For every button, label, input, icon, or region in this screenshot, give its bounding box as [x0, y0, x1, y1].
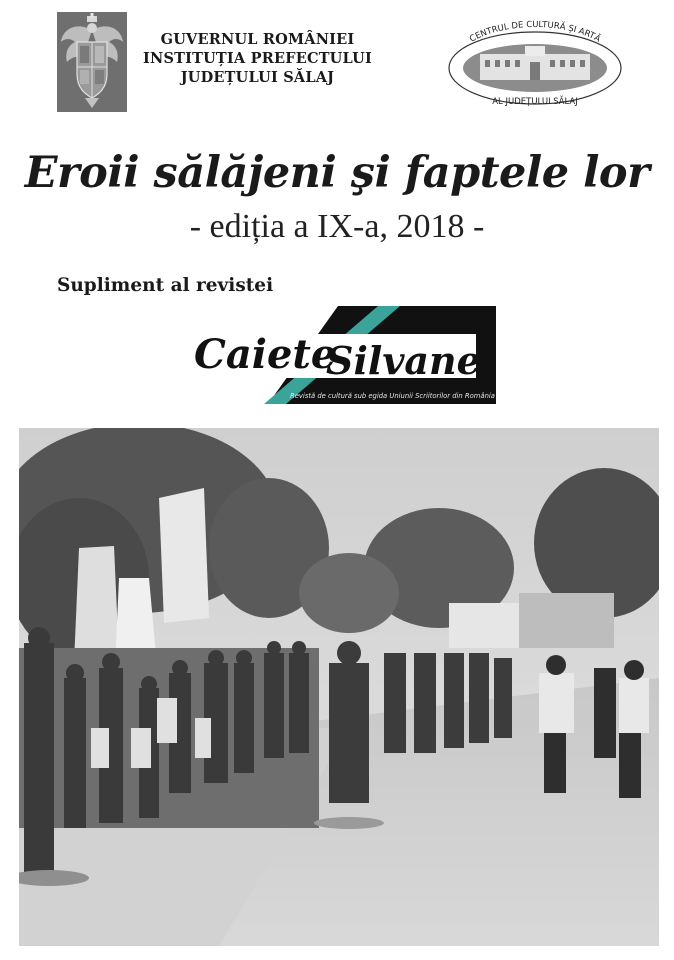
culture-centre-logo	[445, 18, 625, 108]
magazine-name-part2: Silvane	[326, 338, 481, 383]
ceremony-photo	[19, 428, 659, 946]
centre-top-text: CENTRUL DE CULTURĂ ȘI ARTĂ	[468, 19, 602, 45]
page-title: Eroii sălăjeni şi faptele lor	[24, 148, 650, 198]
magazine-subtitle: Revistă de cultură sub egida Uniunii Scriitorilor din România	[290, 392, 495, 400]
coat-of-arms-icon	[57, 12, 127, 112]
government-header	[135, 30, 380, 87]
magazine-name-part1: Caiete	[194, 331, 337, 378]
supplement-label: Supliment al revistei	[57, 275, 274, 296]
centre-bottom-text: AL JUDEȚULUI SĂLAJ	[492, 97, 578, 107]
edition-subtitle: - ediția a IX-a, 2018 -	[189, 208, 485, 245]
gov-line-2: INSTITUȚIA PREFECTULUI	[143, 50, 372, 67]
gov-line-1: GUVERNUL ROMÂNIEI	[160, 31, 355, 48]
magazine-logo	[188, 306, 496, 404]
gov-line-3: JUDEȚULUI SĂLAJ	[180, 69, 335, 86]
